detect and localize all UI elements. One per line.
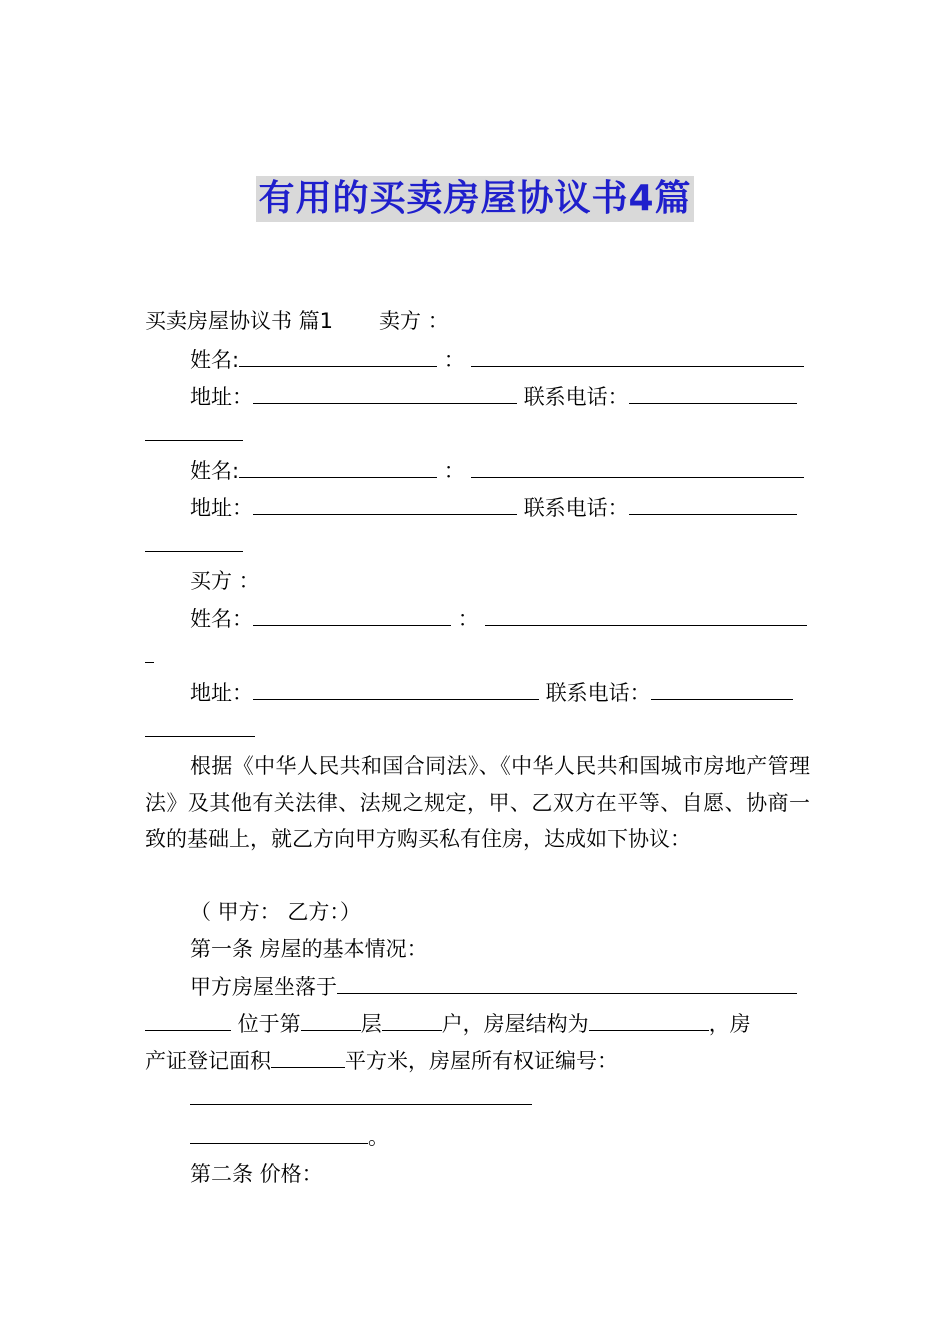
phone-blank[interactable]: [629, 492, 797, 515]
name-label: 姓名:: [190, 348, 240, 372]
location-label: 甲方房屋坐落于: [190, 975, 337, 999]
phone-label: 联系电话：: [545, 681, 651, 705]
document-title: 有用的买卖房屋协议书4篇: [256, 176, 693, 222]
comma-text: ，房: [708, 1012, 751, 1036]
phone-blank[interactable]: [629, 381, 797, 404]
intro-paragraph: 根据《中华人民共和国合同法》、《中华人民共和国城市房地产管理法》及其他有关法律、法规之规定，甲、乙双方在平等、自愿、协商一致的基础上，就乙方向甲方购买私有住房，达成如下协议：: [145, 754, 810, 851]
seller2-phone-cont: [145, 529, 810, 559]
colon: ：: [443, 348, 465, 372]
phone-blank-cont[interactable]: [145, 418, 243, 441]
certificate-blank-cont[interactable]: [190, 1121, 368, 1144]
phone-blank-cont[interactable]: [145, 714, 255, 737]
id-blank[interactable]: [485, 603, 807, 626]
floor-blank[interactable]: [301, 1008, 361, 1031]
area-label: 产证登记面积: [145, 1049, 271, 1073]
buyer-label-row: [190, 567, 810, 595]
address-blank[interactable]: [253, 677, 539, 700]
seller1-address-row: [190, 381, 810, 411]
article1-title: 第一条 房屋的基本情况：: [190, 937, 428, 961]
name-label: 姓名:: [190, 459, 240, 483]
seller2-name-row: [190, 455, 810, 485]
position-label: 位于第: [237, 1012, 301, 1036]
phone-blank[interactable]: [651, 677, 793, 700]
name-blank[interactable]: [253, 603, 451, 626]
seller1-phone-cont: [145, 418, 810, 448]
position-row: [145, 1008, 810, 1038]
buyer-name-row: [190, 603, 810, 633]
phone-label: 联系电话：: [523, 496, 629, 520]
structure-blank[interactable]: [589, 1008, 709, 1031]
seller2-address-row: [190, 492, 810, 522]
id-blank-cont[interactable]: [145, 640, 154, 663]
colon: ：: [457, 607, 479, 631]
location-blank[interactable]: [337, 971, 797, 994]
location-row: [190, 971, 810, 1001]
seller-label: 卖方 ：: [379, 309, 449, 333]
address-label: 地址：: [190, 385, 253, 409]
buyer-address-row: [190, 677, 810, 707]
name-blank[interactable]: [239, 344, 437, 367]
article2-title: 第二条 价格：: [190, 1162, 323, 1186]
id-blank[interactable]: [471, 344, 804, 367]
contract-heading-line: [145, 307, 810, 335]
structure-label: 户，房屋结构为: [441, 1012, 589, 1036]
contract-label: 买卖房屋协议书 篇1: [145, 309, 334, 333]
area-row: [145, 1045, 810, 1075]
name-blank[interactable]: [239, 455, 437, 478]
unit-blank[interactable]: [382, 1008, 442, 1031]
buyer-phone-cont: [145, 714, 810, 744]
address-label: 地址：: [190, 496, 253, 520]
buyer-label: 买方 ：: [190, 569, 260, 593]
area-blank[interactable]: [271, 1045, 345, 1068]
certificate-blank[interactable]: [190, 1082, 532, 1105]
parties-line: （ 甲方： 乙方：）: [190, 900, 361, 924]
certificate-row: [190, 1082, 810, 1112]
phone-label: 联系电话：: [523, 385, 629, 409]
buyer-name-cont: [145, 640, 810, 670]
address-blank[interactable]: [253, 381, 517, 404]
seller1-name-row: [190, 344, 810, 374]
location-blank-cont[interactable]: [145, 1008, 231, 1031]
certificate-row-2: [190, 1121, 810, 1151]
address-blank[interactable]: [253, 492, 517, 515]
certificate-label: 平方米，房屋所有权证编号：: [345, 1049, 618, 1073]
period-text: 。: [368, 1125, 389, 1149]
name-label: 姓名：: [190, 607, 253, 631]
id-blank[interactable]: [471, 455, 804, 478]
colon: ：: [443, 459, 465, 483]
floor-label: 层: [360, 1012, 382, 1036]
phone-blank-cont[interactable]: [145, 529, 243, 552]
address-label: 地址：: [190, 681, 253, 705]
